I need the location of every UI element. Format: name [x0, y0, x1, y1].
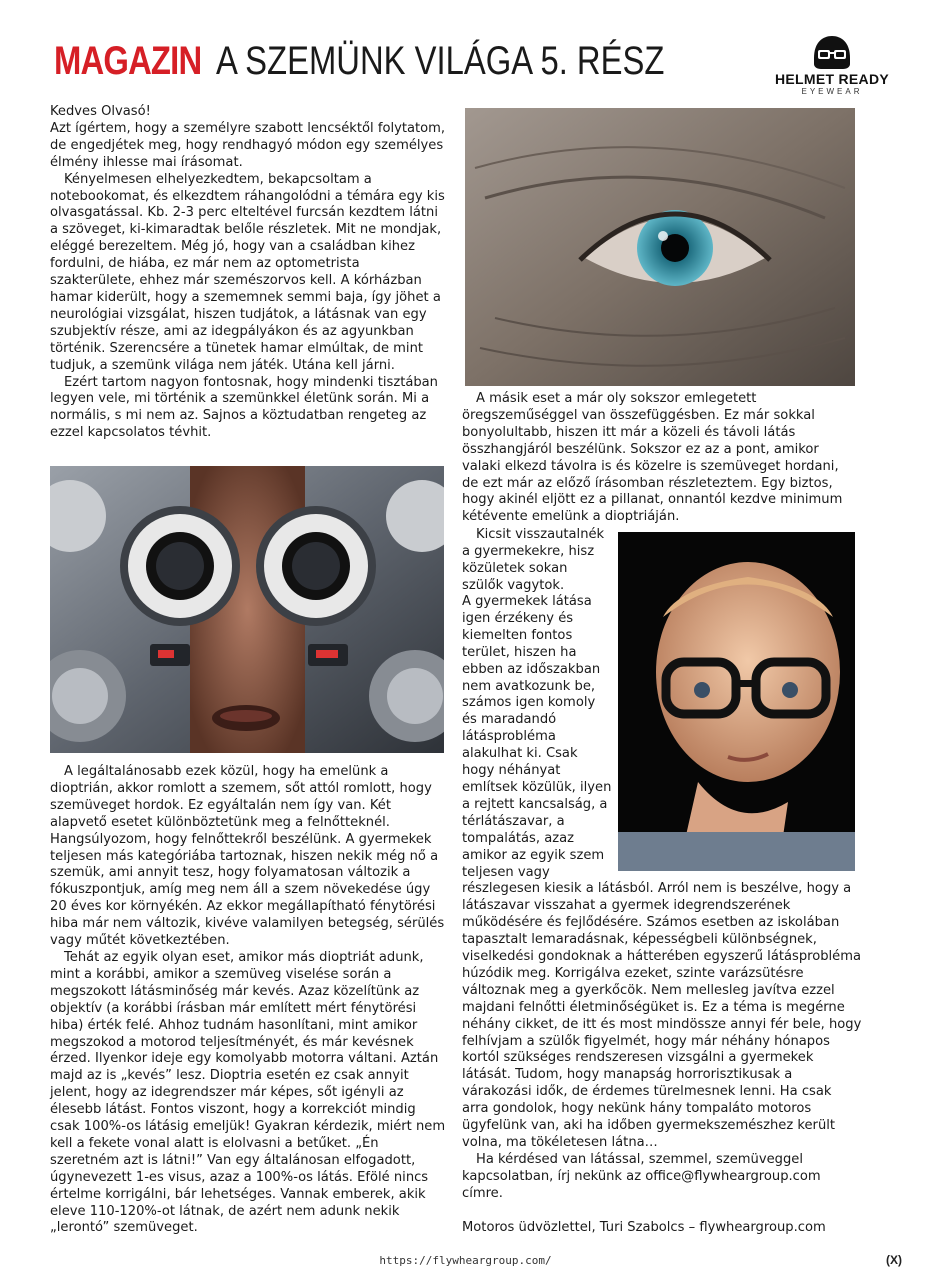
paragraph: A gyermekek látása igen érzékeny és kiemelten fontos terület, hiszen ha ebben az időszakban nem avatkozunk be, számos igen komoly és maradandó látásprobléma alakulhat ki. Csak hogy néhányat említsek közülük, ilyen a rejtett kancsalság, a térlátászavar, a tompalátás, azaz amikor az egyik szem teljesen vagy részlegesen kiesik a látásból. Arról nem is beszélve, hogy a látászavar visszahat a gyermek idegrendszerének működésére és fejlődésére. Számos esetben az iskolában tapasztalt lemaradásnak, képességbeli különbségnek, viselkedési gondoknak a hátterében egyszerű látásprobléma húzódik meg. Korrigálva ezeket, szinte varázsütésre változnak meg a gyerkőcök. Nem mellesleg javítva ezzel majdani felnőtti életminőségüket is. Ez a téma is megérne néhány cikket, de itt és most mindössze annyi fér bele, hogy felhívjam a szülők figyelmét, hogy már néhány hónapos kortól szükséges rendszeresen vizsgálni a gyermekek látását. Tudom, hogy manapság horrorisztikusak a várakozási idők, de érdemes türelmesnek lenni. Ha csak arra gondolok, hogy nekünk hány tompaláto motoros ügyfelünk van, aki ha időben gyermekszemészhez került volna, ma tökéletesen látna…: [462, 594, 862, 1150]
brand-name: HELMET READY: [774, 71, 890, 87]
paragraph: Kicsit visszautalnék a gyermekekre, hisz közületek sokan szülők vagytok.: [462, 527, 605, 593]
paragraph: A legáltalánosabb ezek közül, hogy ha emelünk a dioptrián, akkor romlott a szemem, sőt attól romlott, hogy szemüveget hordok. Ez egyáltalán nem így van. Két alapvető esetet különböztetünk meg a felnőtteknél. Hangsúlyozom, hogy felnőttekről beszélünk. A gyermekek teljesen más kategóriába tartoznak, hiszen nekik még nő a szemük, ami annyit tesz, hogy folyamatosan változik a fókuszpontjuk, amíg meg nem áll a szem növekedése úgy 20 éves kor környékén. Az ekkor megállapítható fénytörési hiba már nem változik, kivéve valamilyen betegség, sérülés vagy műtét következtében.: [50, 764, 445, 949]
right-intro-text: [462, 391, 858, 526]
paragraph: A másik eset a már oly sokszor emlegetett öregszeműséggel van összefüggésben. Ez már sokkal bonyolultabb, hiszen itt már a közeli és távoli látás összhangjáról beszélünk. Sokszor ez az a pont, amikor valaki elkezd távolra is és közelre is szemüveget hordani, de ezt már az előző írásomban részleteztem. Egy biztos, hogy akinél eljött ez a pillanat, onnantól kezdve minimum kétévente emelünk a dioptriáján.: [462, 391, 843, 525]
paragraph: Ha kérdésed van látással, szemmel, szemüveggel kapcsolatban, írj nekünk az office@flywheargroup.com címre.: [462, 1151, 821, 1201]
paragraph: Ezért tartom nagyon fontosnak, hogy mindenki tisztában legyen vele, mi történik a szemünkkel életünk során. Mi a normális, s mi nem az. Sajnos a köztudatban rengeteg az ezzel kapcsolatos tévhit.: [50, 374, 438, 441]
footer-url: https://flywheargroup.com/: [379, 1254, 552, 1267]
brand-tagline: EYEWEAR: [801, 87, 863, 96]
elderly-eye-photo: [465, 108, 855, 386]
paragraph: Tehát az egyik olyan eset, amikor más dioptriát adunk, mint a korábbi, amikor a szemüveg viselése során a megszokott látásminőség már kevés. Azaz közelítünk az objektív (a korábbi írásban már említett mért fénytörési hiba) érték felé. Ahhoz tudnám hasonlítani, mint amikor megszokod a motorod teljesítményét, és már kevésnek érzed. Ilyenkor ideje egy komolyabb motorra váltani. Aztán majd az is „kevés” lesz. Dioptria esetén ez csak annyit jelent, hogy az idegrendszer már képes, sőt igényli az élesebb látást. Fontos viszont, hogy a korrekciót mindig csak 100%-os látásig emeljük! Gyakran kérdezik, miért nem kell a fekete vonal alatt is elolvasni a betűket. „Én szeretném azt is látni!” Van egy általánosan elfogadott, úgynevezett 1-es visus, azaz a 100%-os látás. Efölé nincs értelme korrigálni, bár lehetséges. Vannak emberek, akik eleve 110-120%-ot látnak, de azért nem adunk nekik „lerontó” szemüveget.: [50, 949, 446, 1236]
paragraph: Kényelmesen elhelyezkedtem, bekapcsoltam a notebookomat, és elkezdtem ráhangolódni a témára egy kis olvasgatással. Kb. 2-3 perc elteltével furcsán kezdtem látni a szöveget, ki-kimaradtak belőle részletek. Mit ne mondjak, eléggé berezeltem. Még jó, hogy van a családban kihez fordulni, de hiába, ez már nem az optometrista szakterülete, ehhez már szemészorvos kell. A kórházban hamar kiderült, hogy a szememnek semmi baja, így jöhet a neurológiai vizsgálat, hiszen tudjátok, a látásnak van egy szubjektív része, ami az idegpályákon és az agyunkban történik. Szerencsére a tünetek hamar elmúltak, de mint tudjuk, a szemünk világa nem játék. Utána kell járni.: [50, 171, 445, 373]
brand-logo: [766, 34, 898, 104]
page-number: (X): [886, 1253, 902, 1267]
signature: Motoros üdvözlettel, Turi Szabolcs – flywheargroup.com: [462, 1219, 826, 1235]
article-title: A SZEMÜNK VILÁGA 5. RÉSZ: [216, 39, 665, 83]
paragraph: Azt ígértem, hogy a személyre szabott lencséktől folytatom, de engedjétek meg, hogy rendhagyó módon egy személyes élmény ihlesse mai írásomat.: [50, 120, 446, 170]
right-narrow-text: [462, 527, 612, 595]
left-intro-text: [50, 104, 446, 442]
right-children-text: [462, 594, 862, 1236]
phoropter-photo: [50, 466, 444, 753]
greeting: Kedves Olvasó!: [50, 104, 151, 119]
left-main-text: [50, 764, 448, 1237]
helmet-glasses-icon: [810, 34, 854, 70]
magazine-section-label: MAGAZIN: [54, 39, 202, 83]
